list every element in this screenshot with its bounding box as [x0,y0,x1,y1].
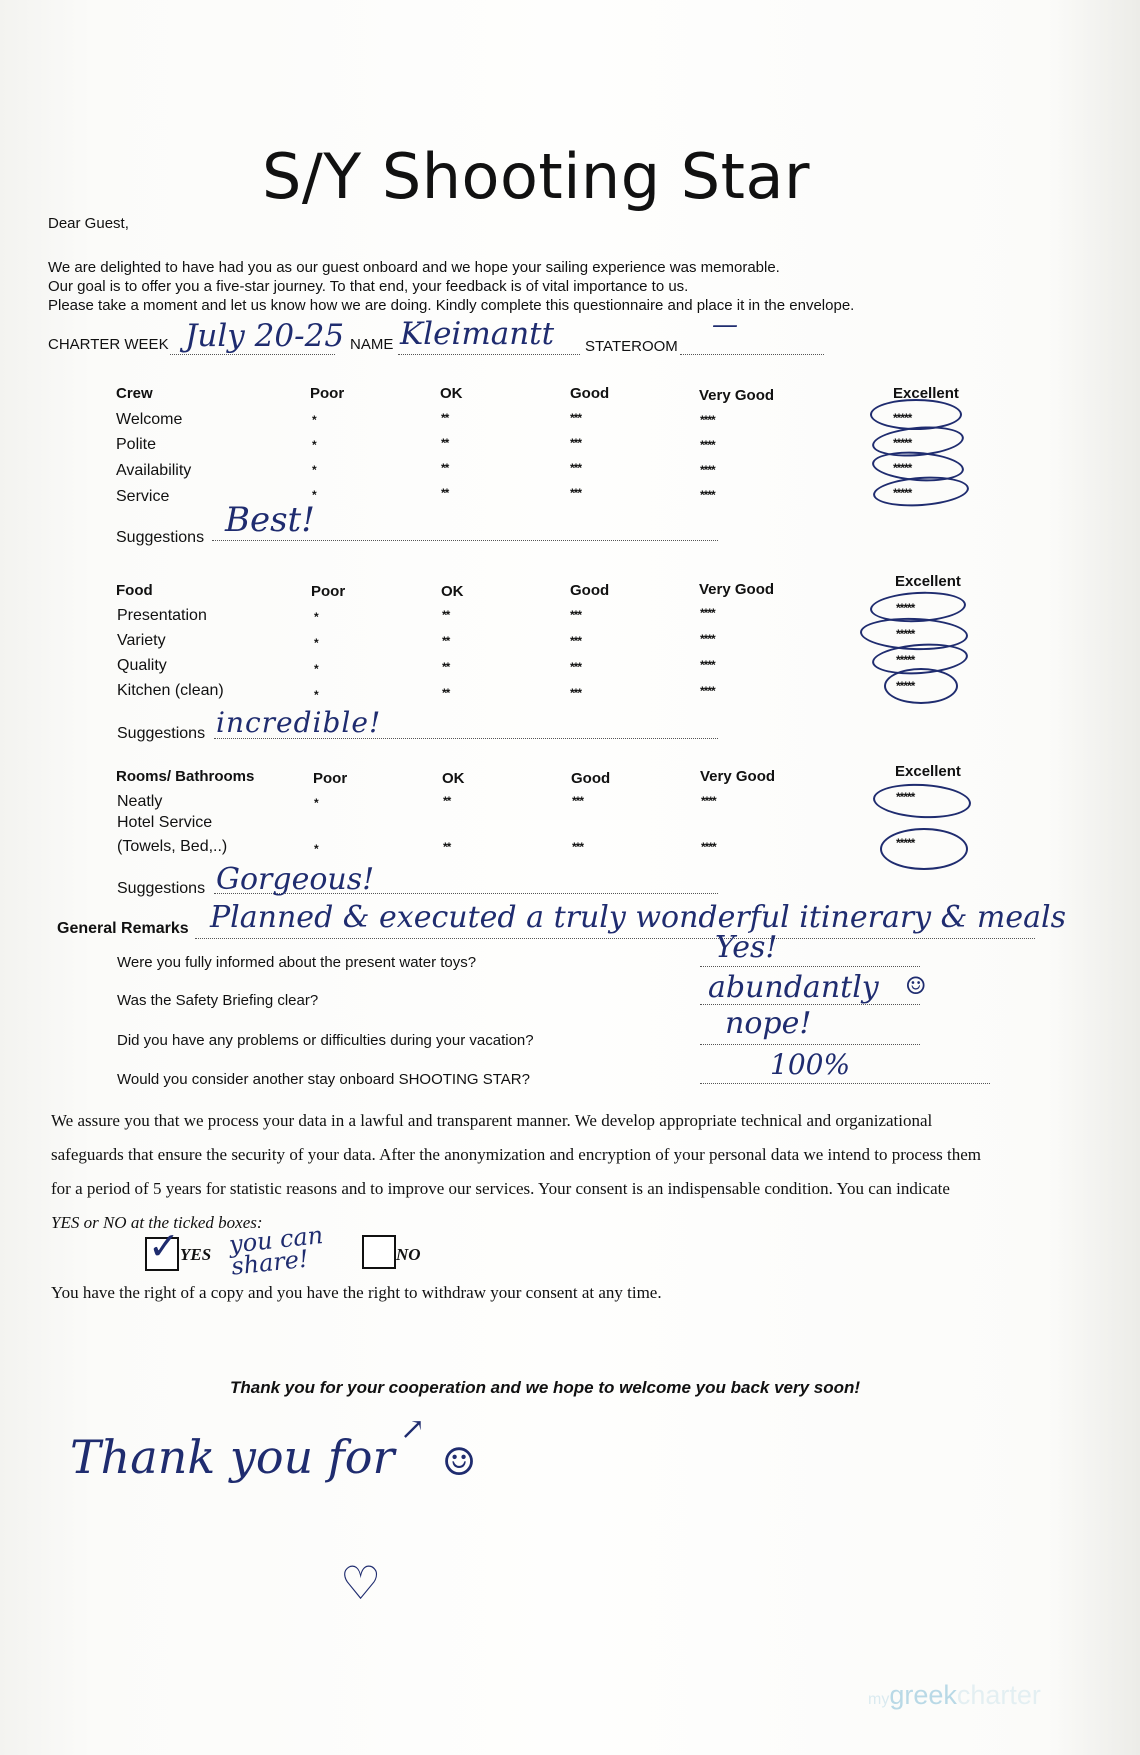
crew-col-excellent: Excellent [893,385,959,402]
rooms-col-poor: Poor [313,770,348,787]
question-another-stay: Would you consider another stay onboard SHOOTING STAR? [117,1071,530,1088]
rating-ok[interactable]: ** [442,686,450,700]
crew-col-poor: Poor [310,385,345,402]
crew-col-very-good: Very Good [699,387,775,404]
crew-heading: Crew [116,385,153,402]
answer-problems[interactable]: nope! [725,1006,812,1041]
consent-text-2: safeguards that ensure the security of your data. After the anonymization and encryption of your personal data we intend to process them [51,1145,981,1164]
rooms-item-neatly: Neatly [117,793,163,810]
rating-good[interactable]: *** [570,660,582,674]
rating-poor[interactable]: * [314,610,318,624]
rating-good[interactable]: *** [570,486,582,500]
rating-very-good[interactable]: **** [700,413,715,427]
rating-poor[interactable]: * [312,463,316,477]
answer-line [700,1044,920,1045]
rating-ok[interactable]: ** [442,608,450,622]
rating-very-good[interactable]: **** [700,658,715,672]
rating-very-good[interactable]: **** [700,438,715,452]
food-item-kitchen: Kitchen (clean) [117,682,224,699]
rating-good[interactable]: *** [570,411,582,425]
food-col-good: Good [570,582,610,599]
answer-another-stay[interactable]: 100% [770,1048,851,1081]
page-title: S/Y Shooting Star [262,140,810,213]
food-item-presentation: Presentation [117,607,207,624]
excellent-circle-mark [884,668,958,704]
rating-poor[interactable]: * [314,662,318,676]
rating-poor[interactable]: * [312,413,316,427]
rating-poor[interactable]: * [314,796,318,810]
rating-ok[interactable]: ** [443,840,451,854]
rating-excellent[interactable]: ***** [896,679,915,693]
rooms-item-towels-bed: (Towels, Bed,..) [117,838,228,855]
rating-very-good[interactable]: **** [700,632,715,646]
handwritten-thanks: Thank you for [70,1430,395,1484]
answer-water-toys[interactable]: Yes! [715,930,778,965]
rating-excellent[interactable]: ***** [893,461,912,475]
rating-excellent[interactable]: ***** [896,601,915,615]
watermark-prefix: my [868,1691,890,1708]
smiley-icon: ☺ [442,1440,477,1484]
rating-very-good[interactable]: **** [701,794,716,808]
rating-excellent[interactable]: ***** [896,790,915,804]
rating-ok[interactable]: ** [442,634,450,648]
crew-suggestions-line [212,540,718,541]
rooms-suggestion-value[interactable]: Gorgeous! [216,862,375,897]
rating-excellent[interactable]: ***** [893,436,912,450]
crew-item-polite: Polite [116,436,157,453]
rating-excellent[interactable]: ***** [893,486,912,500]
question-safety-briefing: Was the Safety Briefing clear? [117,992,319,1009]
rooms-col-ok: OK [442,770,465,787]
rating-good[interactable]: *** [572,794,584,808]
crew-suggestion-value[interactable]: Best! [225,500,315,540]
excellent-circle-mark [872,781,972,820]
intro-line-3: Please take a moment and let us know how we are doing. Kindly complete this questionnaire and place it in the envelope. [48,297,855,314]
rating-very-good[interactable]: **** [701,840,716,854]
rating-poor[interactable]: * [314,842,318,856]
food-col-poor: Poor [311,583,346,600]
rating-very-good[interactable]: **** [700,606,715,620]
rating-very-good[interactable]: **** [700,488,715,502]
greeting: Dear Guest, [48,215,129,232]
rating-very-good[interactable]: **** [700,463,715,477]
rating-poor[interactable]: * [312,488,316,502]
intro-line-1: We are delighted to have had you as our guest onboard and we hope your sailing experience was memorable. [48,259,780,276]
watermark-suffix: charter [956,1680,1041,1710]
rating-ok[interactable]: ** [441,436,449,450]
rating-good[interactable]: *** [570,634,582,648]
rooms-col-excellent: Excellent [895,763,961,780]
food-suggestions-label: Suggestions [117,725,206,742]
rooms-suggestions-label: Suggestions [117,880,206,897]
crew-suggestions-label: Suggestions [116,529,205,546]
rooms-heading: Rooms/ Bathrooms [116,768,255,785]
rating-good[interactable]: *** [570,461,582,475]
smiley-icon: ☺ [905,972,927,1000]
crew-col-good: Good [570,385,610,402]
rating-very-good[interactable]: **** [700,684,715,698]
food-col-ok: OK [441,583,464,600]
consent-rights: You have the right of a copy and you have the right to withdraw your consent at any time. [51,1283,662,1302]
charter-week-value[interactable]: July 20-25 [185,318,345,354]
general-remarks-value[interactable]: Planned & executed a truly wonderful itinerary & meals [210,900,1066,935]
no-checkbox[interactable] [362,1235,396,1269]
general-remarks-line [195,938,1035,939]
answer-safety-briefing[interactable]: abundantly [708,970,879,1005]
no-label: NO [396,1245,421,1264]
name-value[interactable]: Kleimantt [400,316,555,352]
rating-excellent[interactable]: ***** [896,627,915,641]
question-problems: Did you have any problems or difficulties during your vacation? [117,1032,534,1049]
name-label: NAME [350,336,394,353]
food-item-quality: Quality [117,657,167,674]
charter-week-label: CHARTER WEEK [48,336,169,353]
rating-ok[interactable]: ** [442,660,450,674]
rating-excellent[interactable]: ***** [896,836,915,850]
charter-week-underline [170,354,335,355]
watermark-logo [868,1680,1041,1711]
stateroom-label: STATEROOM [585,338,678,355]
name-underline [398,354,580,355]
rooms-item-hotel-service: Hotel Service [117,814,213,831]
consent-text-4: YES or NO at the ticked boxes: [51,1213,263,1232]
yes-label: YES [180,1245,212,1264]
food-item-variety: Variety [117,632,166,649]
closing-thanks: Thank you for your cooperation and we hope to welcome you back very soon! [230,1378,861,1397]
rating-ok[interactable]: ** [441,461,449,475]
consent-text-1: We assure you that we process your data in a lawful and transparent manner. We develop appropriate technical and organizational [51,1111,933,1130]
stateroom-underline [680,354,824,355]
watermark-brand: greek [889,1680,957,1710]
rating-poor[interactable]: * [314,636,318,650]
rating-ok[interactable]: ** [441,411,449,425]
intro-line-2: Our goal is to offer you a five-star journey. To that end, your feedback is of vital importance to us. [48,278,689,295]
food-suggestion-value[interactable]: incredible! [216,706,382,739]
rooms-col-very-good: Very Good [700,768,776,785]
stateroom-value[interactable]: — [712,310,738,340]
food-col-very-good: Very Good [699,581,775,598]
food-heading: Food [116,582,153,599]
rating-ok[interactable]: ** [441,486,449,500]
excellent-circle-mark [870,399,962,430]
answer-line [700,966,920,967]
rating-good[interactable]: *** [570,686,582,700]
rooms-col-good: Good [571,770,611,787]
rating-excellent[interactable]: ***** [893,411,912,425]
crew-col-ok: OK [440,385,463,402]
rating-ok[interactable]: ** [443,794,451,808]
excellent-circle-mark [872,474,970,510]
question-water-toys: Were you fully informed about the present water toys? [117,954,477,971]
crew-item-availability: Availability [116,462,192,479]
crew-item-service: Service [116,488,170,505]
excellent-circle-mark [880,828,968,870]
yes-handwritten-note: you can share! [227,1221,325,1281]
rating-good[interactable]: *** [570,436,582,450]
consent-text-3: for a period of 5 years for statistic reasons and to improve our services. Your consent is an indispensable condition. You can indicate [51,1179,950,1198]
rating-good[interactable]: *** [572,840,584,854]
arrow-up-icon: ↗ [400,1412,426,1447]
rating-poor[interactable]: * [312,438,316,452]
rating-good[interactable]: *** [570,608,582,622]
crew-item-welcome: Welcome [116,411,183,428]
heart-icon: ♡ [340,1556,382,1610]
answer-line [700,1083,990,1084]
rating-poor[interactable]: * [314,688,318,702]
food-col-excellent: Excellent [895,573,961,590]
rating-excellent[interactable]: ***** [896,653,915,667]
general-remarks-label: General Remarks [57,920,189,937]
check-mark-icon: ✓ [148,1224,180,1268]
